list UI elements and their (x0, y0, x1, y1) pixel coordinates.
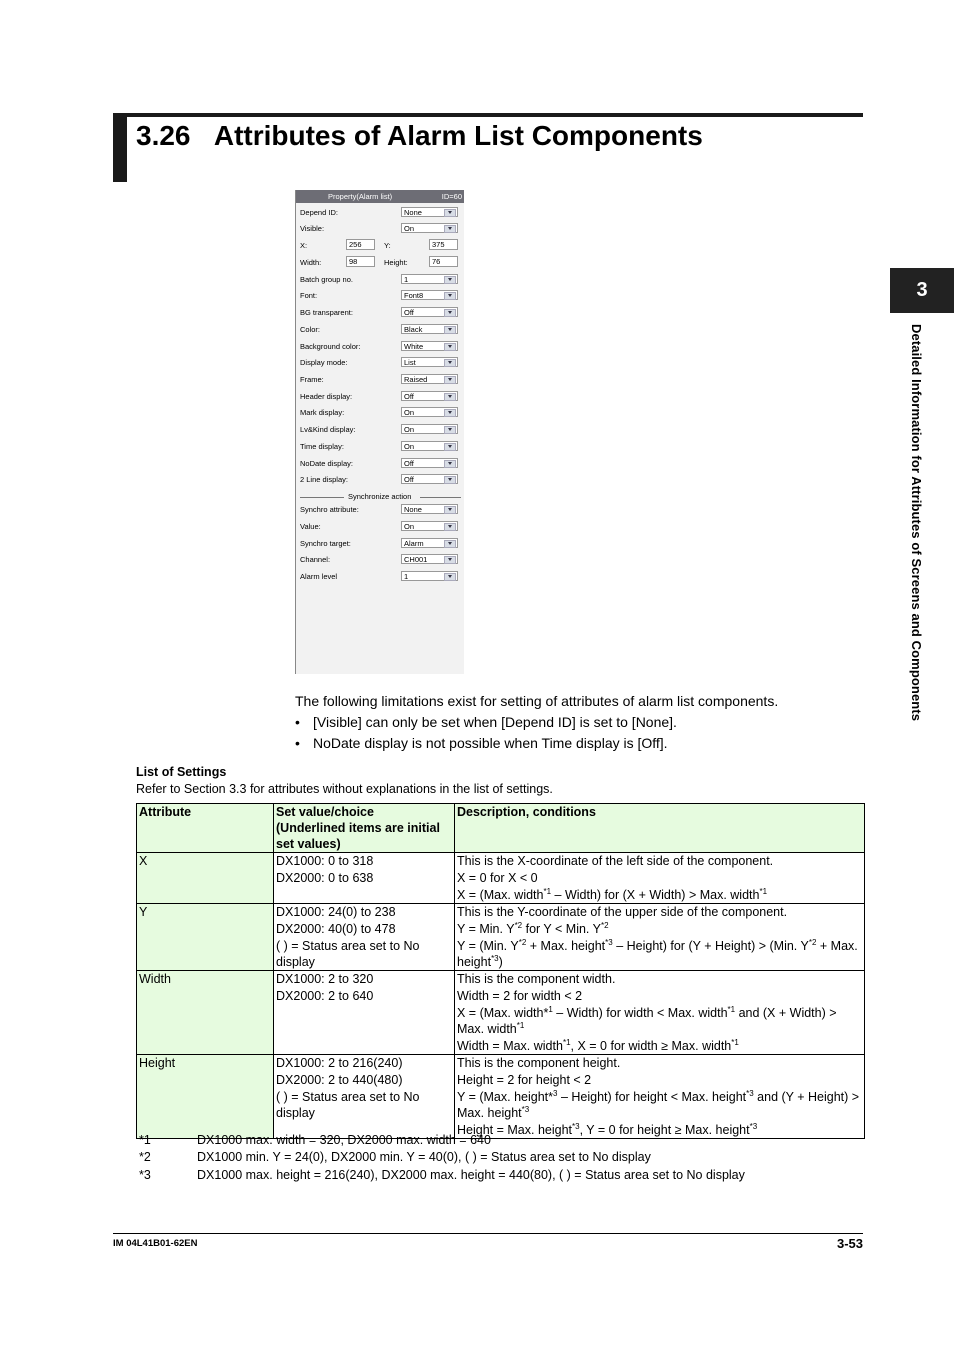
font-dropdown[interactable]: Font8 (401, 290, 458, 300)
prop-row-background-color: Background color: White (300, 341, 460, 353)
visible-dropdown[interactable]: On (401, 223, 458, 233)
column-header-attribute: Attribute (137, 804, 274, 853)
attribute-cell: Y (137, 904, 274, 971)
frame-dropdown[interactable]: Raised (401, 374, 458, 384)
list-of-settings-heading: List of Settings (136, 765, 227, 779)
bullet-icon: • (295, 714, 300, 730)
chevron-down-icon (444, 523, 456, 531)
set-value-cell: DX1000: 0 to 318 DX2000: 0 to 638 (274, 853, 455, 904)
synchronize-action-separator (300, 492, 460, 502)
chevron-down-icon (444, 573, 456, 581)
page-title (136, 120, 703, 152)
prop-row-header-display: Header display: Off (300, 391, 460, 403)
chevron-down-icon (444, 343, 456, 351)
prop-row-nodate-display: NoDate display: Off (300, 458, 460, 470)
chevron-down-icon (444, 409, 456, 417)
column-header-description: Description, conditions (455, 804, 865, 853)
two-line-display-dropdown[interactable]: Off (401, 474, 458, 484)
property-panel-titlebar (296, 190, 464, 203)
header-display-dropdown[interactable]: Off (401, 391, 458, 401)
time-display-dropdown[interactable]: On (401, 441, 458, 451)
chevron-down-icon (444, 460, 456, 468)
attribute-cell: Height (137, 1055, 274, 1139)
height-label: Height: (384, 258, 408, 267)
display-mode-dropdown[interactable]: List (401, 357, 458, 367)
chevron-down-icon (444, 359, 456, 367)
chevron-down-icon (444, 443, 456, 451)
chevron-down-icon (444, 309, 456, 317)
depend-id-dropdown[interactable]: None (401, 207, 458, 217)
chapter-number: 3 (916, 279, 928, 301)
chevron-down-icon (444, 540, 456, 548)
description-cell: This is the X-coordinate of the left side of the component. X = 0 for X < 0 X = (Max. width$^{*1}$ – Width) for (X + Width) > Max. width$^{*1}$ (455, 853, 865, 904)
prop-row-2-line-display: 2 Line display: Off (300, 474, 460, 486)
synchronize-action-label: Synchronize action (348, 492, 412, 501)
x-label: X: (300, 241, 308, 250)
list-of-settings-note: Refer to Section 3.3 for attributes without explanations in the list of settings. (136, 782, 553, 796)
chevron-down-icon (444, 393, 456, 401)
table-row (137, 853, 865, 904)
prop-label: Visible: (300, 224, 325, 233)
set-value-cell: DX1000: 2 to 216(240) DX2000: 2 to 440(480) ( ) = Status area set to No display (274, 1055, 455, 1139)
batch-group-dropdown[interactable]: 1 (401, 274, 458, 284)
width-input[interactable]: 98 (346, 256, 375, 267)
chevron-down-icon (444, 225, 456, 233)
chevron-down-icon (444, 326, 456, 334)
footer-rule (113, 1233, 863, 1234)
column-header-set-value: Set value/choice (Underlined items are initial set values) (274, 804, 455, 853)
property-panel-title: Property(Alarm list) (328, 192, 393, 201)
set-value-cell: DX1000: 24(0) to 238 DX2000: 40(0) to 478 ( ) = Status area set to No display (274, 904, 455, 971)
prop-label: Depend ID: (300, 208, 338, 217)
prop-row-alarm-level: Alarm level 1 (300, 571, 460, 583)
section-title: Attributes of Alarm List Components (213, 120, 703, 151)
prop-row-xy (300, 240, 460, 252)
settings-table (136, 803, 865, 1139)
height-input[interactable]: 76 (429, 256, 458, 267)
intro-text: The following limitations exist for setting of attributes of alarm list components. (295, 693, 779, 709)
synchro-attribute-dropdown[interactable]: None (401, 504, 458, 514)
table-header-row (137, 804, 865, 853)
prop-row-batch-group: Batch group no. 1 (300, 274, 460, 286)
chevron-down-icon (444, 292, 456, 300)
prop-row-visible (300, 223, 460, 235)
chevron-down-icon (444, 556, 456, 564)
chapter-side-title: Detailed Information for Attributes of Screens and Components (909, 324, 924, 722)
prop-row-font: Font: Font8 (300, 290, 460, 302)
y-label: Y: (384, 241, 391, 250)
prop-row-color: Color: Black (300, 324, 460, 336)
chevron-down-icon (444, 209, 456, 217)
x-input[interactable]: 256 (346, 239, 375, 250)
prop-row-value: Value: On (300, 521, 460, 533)
color-dropdown[interactable]: Black (401, 324, 458, 334)
document-id: IM 04L41B01-62EN (113, 1238, 198, 1249)
table-row (137, 1055, 865, 1139)
channel-dropdown[interactable]: CH001 (401, 554, 458, 564)
alarm-list-property-panel (295, 190, 464, 674)
attribute-cell: Width (137, 971, 274, 1055)
table-row (137, 904, 865, 971)
attribute-cell: X (137, 853, 274, 904)
description-cell: This is the Y-coordinate of the upper side of the component. Y = Min. $Y^{*2}$ for Y < Min. $Y^{*2}$ Y = (Min. $Y^{*2}$ + Max. height$^{*3}$ – Height) for (Y + Height) > (Min. $Y^{*2}$ + Max. height$^{*3}$) (455, 904, 865, 971)
prop-row-wh (300, 257, 460, 269)
set-value-cell: DX1000: 2 to 320 DX2000: 2 to 640 (274, 971, 455, 1055)
prop-row-lv-kind-display: Lv&Kind display: On (300, 424, 460, 436)
description-cell: This is the component width. Width = 2 for width < 2 X = (Max. width*$^1$ – Width) for width < Max. width$^{*1}$ and (X + Width) > Max. width$^{*1}$ Width = Max. width$^{*1}$, X = 0 for width ≥ Max. width$^{*1}$ (455, 971, 865, 1055)
title-rule (127, 113, 863, 117)
section-number: 3.26 (136, 120, 191, 151)
title-marker-bar (113, 113, 127, 182)
property-panel-id: ID=60 (441, 192, 462, 201)
prop-row-channel: Channel: CH001 (300, 554, 460, 566)
description-cell: This is the component height. Height = 2 for height < 2 Y = (Max. height*$^3$ – Height) for height < Max. height$^{*3}$ and (Y + Height) > Max. height$^{*3}$ Height = Max. height$^{*3}$, Y = 0 for height ≥ Max. height$^{*3}$ (455, 1055, 865, 1139)
prop-row-synchro-attribute: Synchro attribute: None (300, 504, 460, 516)
mark-display-dropdown[interactable]: On (401, 407, 458, 417)
alarm-level-dropdown[interactable]: 1 (401, 571, 458, 581)
page-number: 3-53 (836, 1236, 863, 1251)
chevron-down-icon (444, 376, 456, 384)
lv-kind-display-dropdown[interactable]: On (401, 424, 458, 434)
prop-row-frame: Frame: Raised (300, 374, 460, 386)
y-input[interactable]: 375 (429, 239, 458, 250)
chapter-tab (890, 268, 954, 313)
background-color-dropdown[interactable]: White (401, 341, 458, 351)
chevron-down-icon (444, 506, 456, 514)
synchro-target-dropdown[interactable]: Alarm (401, 538, 458, 548)
prop-row-synchro-target: Synchro target: Alarm (300, 538, 460, 550)
nodate-display-dropdown[interactable]: Off (401, 458, 458, 468)
prop-row-time-display: Time display: On (300, 441, 460, 453)
value-dropdown[interactable]: On (401, 521, 458, 531)
prop-row-bg-transparent: BG transparent: Off (300, 307, 460, 319)
chevron-down-icon (444, 426, 456, 434)
bg-transparent-dropdown[interactable]: Off (401, 307, 458, 317)
bullet-icon: • (295, 735, 300, 751)
prop-row-display-mode: Display mode: List (300, 357, 460, 369)
chevron-down-icon (444, 276, 456, 284)
prop-row-depend-id (300, 207, 460, 219)
table-row (137, 971, 865, 1055)
chevron-down-icon (444, 476, 456, 484)
width-label: Width: (300, 258, 322, 267)
prop-row-mark-display: Mark display: On (300, 407, 460, 419)
